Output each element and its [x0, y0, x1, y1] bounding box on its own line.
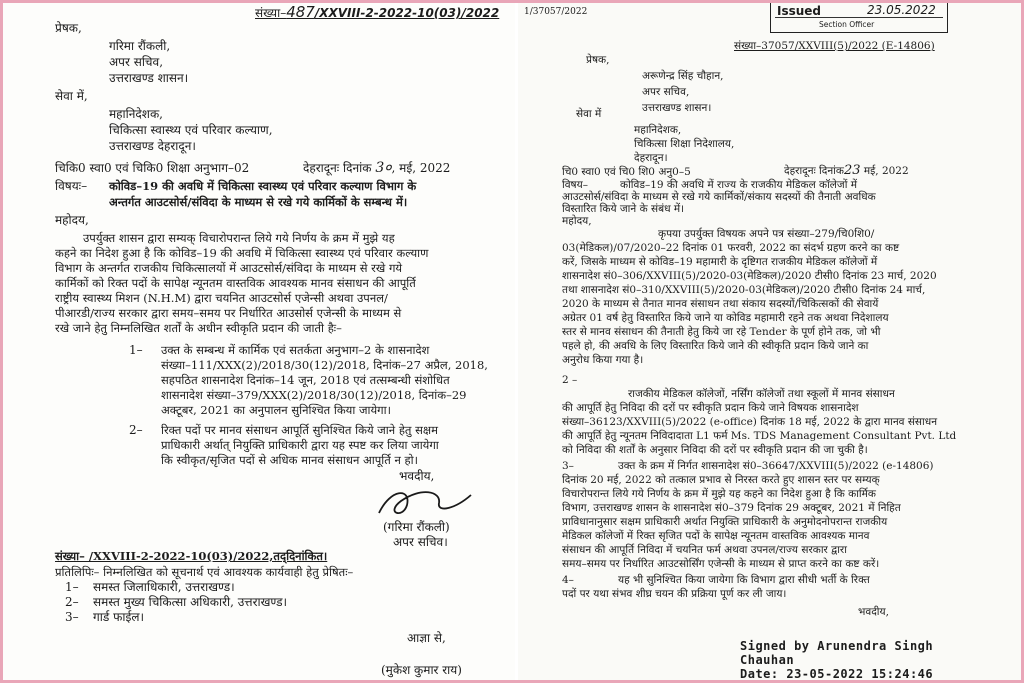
stamp-role: Section Officer — [819, 20, 875, 29]
copy-item-text: गार्ड फाईल। — [93, 610, 145, 624]
date-suffix: , मई, 2022 — [391, 161, 451, 175]
item-line: प्राधिकारी अर्थात् नियुक्ति प्राधिकारी द्वारा यह स्पष्ट कर लिया जायेगा — [161, 438, 439, 452]
item-line: शासनादेश संख्या–379/XXX(2)/2018/30(12)/2018, दिनांक–29 — [161, 388, 467, 402]
sender-office: उत्तराखण्ड शासन। — [109, 71, 189, 85]
item-line: रिक्त पदों पर मानव संसाधन आपूर्ति सुनिश्चित किये जाने हेतु सक्षम — [161, 423, 439, 437]
subject-line: विस्तारित किये जाने के संबंध में। — [562, 203, 685, 215]
handwritten-date: 3० — [375, 160, 392, 176]
para-line: यह भी सुनिश्चित किया जायेगा कि विभाग द्वारा सीधी भर्ती के रिक्त — [618, 574, 870, 586]
to-label: सेवा में, — [55, 89, 88, 103]
order-date — [303, 161, 450, 175]
recipient-dept: चिकित्सा शिक्षा निदेशालय, — [634, 138, 735, 150]
subject-line: अन्तर्गत आउटसोर्स/संविदा के माध्यम से रखे गये कार्मिकों के सम्बन्ध में। — [109, 195, 408, 209]
para-line: संसाधन की आपूर्ति निविदा में चयनित फर्म अथवा उपनल/राज्य सरकार द्वारा — [562, 544, 847, 556]
stamp-issued: Issued — [777, 4, 822, 18]
right-government-order — [518, 3, 1021, 680]
copy-item-text: समस्त जिलाधिकारी, उत्तराखण्ड। — [93, 580, 235, 594]
section-name: चि0 स्वा0 एवं चि0 शि0 अनु0–5 — [562, 166, 691, 178]
order-signer: (मुकेश कुमार राय) — [381, 663, 462, 677]
para-line: की आपूर्ति हेतु निविदा की दरों पर स्वीकृति प्रदान किये जाने विषयक शासनादेश — [562, 402, 859, 414]
item-number: 1– — [129, 343, 143, 357]
para-line: विभाग, उत्तराखण्ड शासन के शासनादेश सं0–379 दिनांक 29 अक्टूबर, 2021 में निहित — [562, 502, 901, 514]
item-line: अक्टूबर, 2021 का अनुपालन सुनिश्चित किया जायेगा। — [161, 403, 391, 417]
sender-office: उत्तराखण्ड शासन। — [642, 102, 712, 114]
handwritten-date: 23 — [843, 163, 861, 178]
body-line: रखे जाने हेतु निम्नलिखित शर्तों के अधीन स्वीकृति प्रदान की जाती हैः– — [55, 321, 342, 335]
body-line: उपर्युक्त शासन द्वारा सम्यक् विचारोपरान्त लिये गये निर्णय के क्रम में मुझे यह — [83, 231, 395, 245]
handwritten-number: 487 — [286, 3, 315, 21]
closing: भवदीय, — [399, 469, 435, 483]
order-date — [784, 164, 909, 178]
sender-name: अरूणेन्द्र सिंह चौहान, — [642, 70, 724, 82]
signature-scribble — [371, 483, 481, 523]
para-line: पहले हो, की अवधि के लिए विस्तारित किये जाने की स्वीकृति प्रदान किये जाने का — [562, 340, 869, 352]
stamp-date: 23.05.2022 — [867, 3, 936, 17]
para-line: पदों पर यथा संभव शीघ्र चयन की प्रक्रिया पूर्ण कर ली जाय। — [562, 588, 787, 600]
copy-intro: प्रतिलिपिः– निम्नलिखित को सूचनार्थ एवं आवश्यक कार्यवाही हेतु प्रेषितः– — [55, 565, 354, 579]
subject-label: विषय– — [562, 179, 588, 191]
subject-line: कोविड–19 की अवधि में राज्य के राजकीय मेडिकल कॉलेजों में — [620, 179, 858, 191]
digital-signature-date: Date: 23-05-2022 15:24:46 — [740, 667, 934, 680]
para-line: अग्रेतर 01 वर्ष हेतु विस्तारित किये जाने या कोविड महामारी रहने तक अथवा निदेशालय — [562, 312, 889, 324]
para-line: करें, जिसके माध्यम से कोविड–19 महामारी के दृष्टिगत राजकीय मेडिकल कॉलेजों में — [562, 256, 878, 268]
left-government-order — [3, 3, 515, 680]
subject-line: कोविड–19 की अवधि में चिकित्सा स्वास्थ्य एवं परिवार कल्याण विभाग के — [109, 179, 417, 193]
salutation: महोदय, — [55, 213, 89, 227]
body-line: पीआरडी/राज्य सरकार द्वारा समय–समय पर निर्धारित आउसोर्स एजेन्सी के माध्यम से — [55, 306, 402, 320]
item-line: सहपठित शासनादेश दिनांक–14 जून, 2018 एवं तत्सम्बन्धी संशोधित — [161, 373, 450, 387]
digital-signature-name: Signed by Arunendra Singh — [740, 639, 934, 653]
para-line: कृपया उपर्युक्त विषयक अपने पत्र संख्या–279/चि0शि0/ — [658, 228, 875, 240]
recipient-post: महानिदेशक, — [109, 107, 163, 121]
body-line: विभाग के अन्तर्गत राजकीय चिकित्सालयों में आउटसोर्स/संविदा के माध्यम से रखे गये — [55, 261, 403, 275]
order-number — [255, 5, 499, 20]
signer-post: अपर सचिव। — [393, 535, 448, 549]
para-line: दिनांक 20 मई, 2022 को तत्काल प्रभाव से निरस्त करते हुए शासन स्तर पर सम्यक् — [562, 474, 880, 486]
copy-item-number: 3– — [65, 610, 79, 624]
copy-item-number: 2– — [65, 595, 79, 609]
section-name: चिकि0 स्वा0 एवं चिकि0 शिक्षा अनुभाग–02 — [55, 161, 250, 175]
para-line: तथा शासनादेश सं0–310/XXVIII(5)/2020-03(मेडिकल)/2020 टीसी0 दिनांक 24 मार्च, — [562, 284, 926, 296]
copy-item-text: समस्त मुख्य चिकित्सा अधिकारी, उत्तराखण्ड। — [93, 595, 288, 609]
copy-number: संख्या– /XXVIII-2-2022-10(03)/2022,तद्‌दिनांकित। — [55, 549, 328, 563]
recipient-place: देहरादून। — [634, 152, 668, 164]
order-number: संख्या–37057/XXVIII(5)/2022 (E-14806) — [734, 40, 935, 52]
signer-name: (गरिमा रौंकली) — [383, 520, 450, 534]
para-line: प्राविधानानुसार सक्षम प्राधिकारी अर्थात नियुक्ति प्राधिकारी के अनुमोदनोपरान्त राजकीय — [562, 516, 888, 528]
body-line: राष्ट्रीय स्वास्थ्य मिशन (N.H.M) द्वारा चयनित आउटसोर्स एजेन्सी अथवा उपनल/ — [55, 291, 388, 305]
file-reference: 1/37057/2022 — [524, 7, 588, 17]
para-line: विचारोपरान्त लिये गये निर्णय के क्रम में मुझे यह कहने का निदेश हुआ है कि कार्मिक — [562, 488, 876, 500]
para-line: 2020 के माध्यम से तैनात मानव संसाधन तथा संकाय सदस्यों/चिकित्सकों की सेवायें — [562, 298, 879, 310]
para-line: अनुरोध किया गया है। — [562, 354, 644, 366]
item-number: 2– — [129, 423, 143, 437]
number-label: संख्या– — [255, 6, 287, 20]
para-line: की आपूर्ति हेतु न्यूनतम निविदादाता L1 फर्म Ms. TDS Management Consultant Pvt. Ltd — [562, 430, 957, 442]
item-line: कि स्वीकृत/सृजित पदों से अधिक मानव संसाधन आपूर्ति न हो। — [161, 453, 418, 467]
para-number: 3– — [562, 460, 574, 472]
copy-item-number: 1– — [65, 580, 79, 594]
para-line: समय–समय पर निर्धारित आउटसोर्सिंग एजेन्सी के माध्यम से प्राप्त करने का कष्ट करें। — [562, 558, 880, 570]
from-label: प्रेषक, — [586, 54, 610, 66]
sender-name: गरिमा रौंकली, — [109, 39, 171, 53]
para-line: उक्त के क्रम में निर्गत शासनादेश सं0–36647/XXVIII(5)/2022 (e-14806) — [618, 460, 934, 472]
para-line: संख्या–36123/XXVIII(5)/2022 (e-office) दिनांक 18 मई, 2022 के द्वारा मानव संसाधन — [562, 416, 938, 428]
para-line: शासनादेश सं0–306/XXVIII(5)/2020-03(मेडिकल)/2020 टीसी0 दिनांक 23 मार्च, 2020 — [562, 270, 937, 282]
body-line: कहने का निदेश हुआ है कि कोविड–19 की अवधि में चिकित्सा स्वास्थ्य एवं परिवार कल्याण — [55, 246, 429, 260]
para-line: 03(मेडिकल)/07/2020–22 दिनांक 01 फरवरी, 2022 का संदर्भ ग्रहण करने का कष्ट — [562, 242, 900, 254]
para-line: स्तर से मानव संसाधन की तैनाती हेतु किये जा रहे Tender के पूर्ण होने तक, जो भी — [562, 326, 881, 338]
date-suffix: मई, 2022 — [863, 165, 909, 177]
issued-stamp — [770, 3, 948, 33]
item-line: उक्त के सम्बन्ध में कार्मिक एवं सतर्कता अनुभाग–2 के शासनादेश — [161, 343, 430, 357]
recipient-post: महानिदेशक, — [634, 124, 682, 136]
closing: भवदीय, — [858, 606, 889, 618]
order-by: आज्ञा से, — [407, 631, 446, 645]
sender-post: अपर सचिव, — [642, 86, 690, 98]
para-line: को निविदा की शर्तों के अनुसार निविदा की दरों पर स्वीकृति प्रदान की जा चुकी है। — [562, 444, 868, 456]
date-prefix: देहरादूनः दिनांक — [784, 165, 844, 177]
para-line: राजकीय मेडिकल कॉलेजों, नर्सिंग कॉलेजों तथा स्कूलों में मानव संसाधन — [628, 388, 895, 400]
item-line: संख्या–111/XXX(2)/2018/30(12)/2018, दिनांक–27 अप्रैल, 2018, — [161, 358, 488, 372]
date-prefix: देहरादूनः दिनांक — [303, 161, 372, 175]
digital-signature-name: Chauhan — [740, 653, 795, 667]
subject-label: विषयः– — [55, 179, 88, 193]
sender-post: अपर सचिव, — [109, 55, 164, 69]
number-rest: /XXVIII-2-2022-10(03)/2022 — [314, 6, 500, 20]
body-line: कार्मिकों को रिक्त पदों के सापेक्ष न्यूनतम वास्तविक आवश्यक मानव संसाधन की आपूर्ति — [55, 276, 416, 290]
subject-line: आउटसोर्स/संविदा के माध्यम से रखे गये कार्मिकों/संकाय सदस्यों की तैनाती अवधिक — [562, 191, 876, 203]
from-label: प्रेषक, — [55, 21, 82, 35]
para-number: 4– — [562, 574, 574, 586]
salutation: महोदय, — [562, 215, 592, 227]
para-number: 2 – — [562, 374, 578, 386]
to-label: सेवा में — [576, 108, 602, 120]
recipient-place: उत्तराखण्ड देहरादून। — [109, 139, 196, 153]
recipient-dept: चिकित्सा स्वास्थ्य एवं परिवार कल्याण, — [109, 123, 273, 137]
para-line: मेडिकल कॉलेजों में रिक्त सृजित पदों के सापेक्ष न्यूनतम वास्तविक आवश्यक मानव — [562, 530, 870, 542]
